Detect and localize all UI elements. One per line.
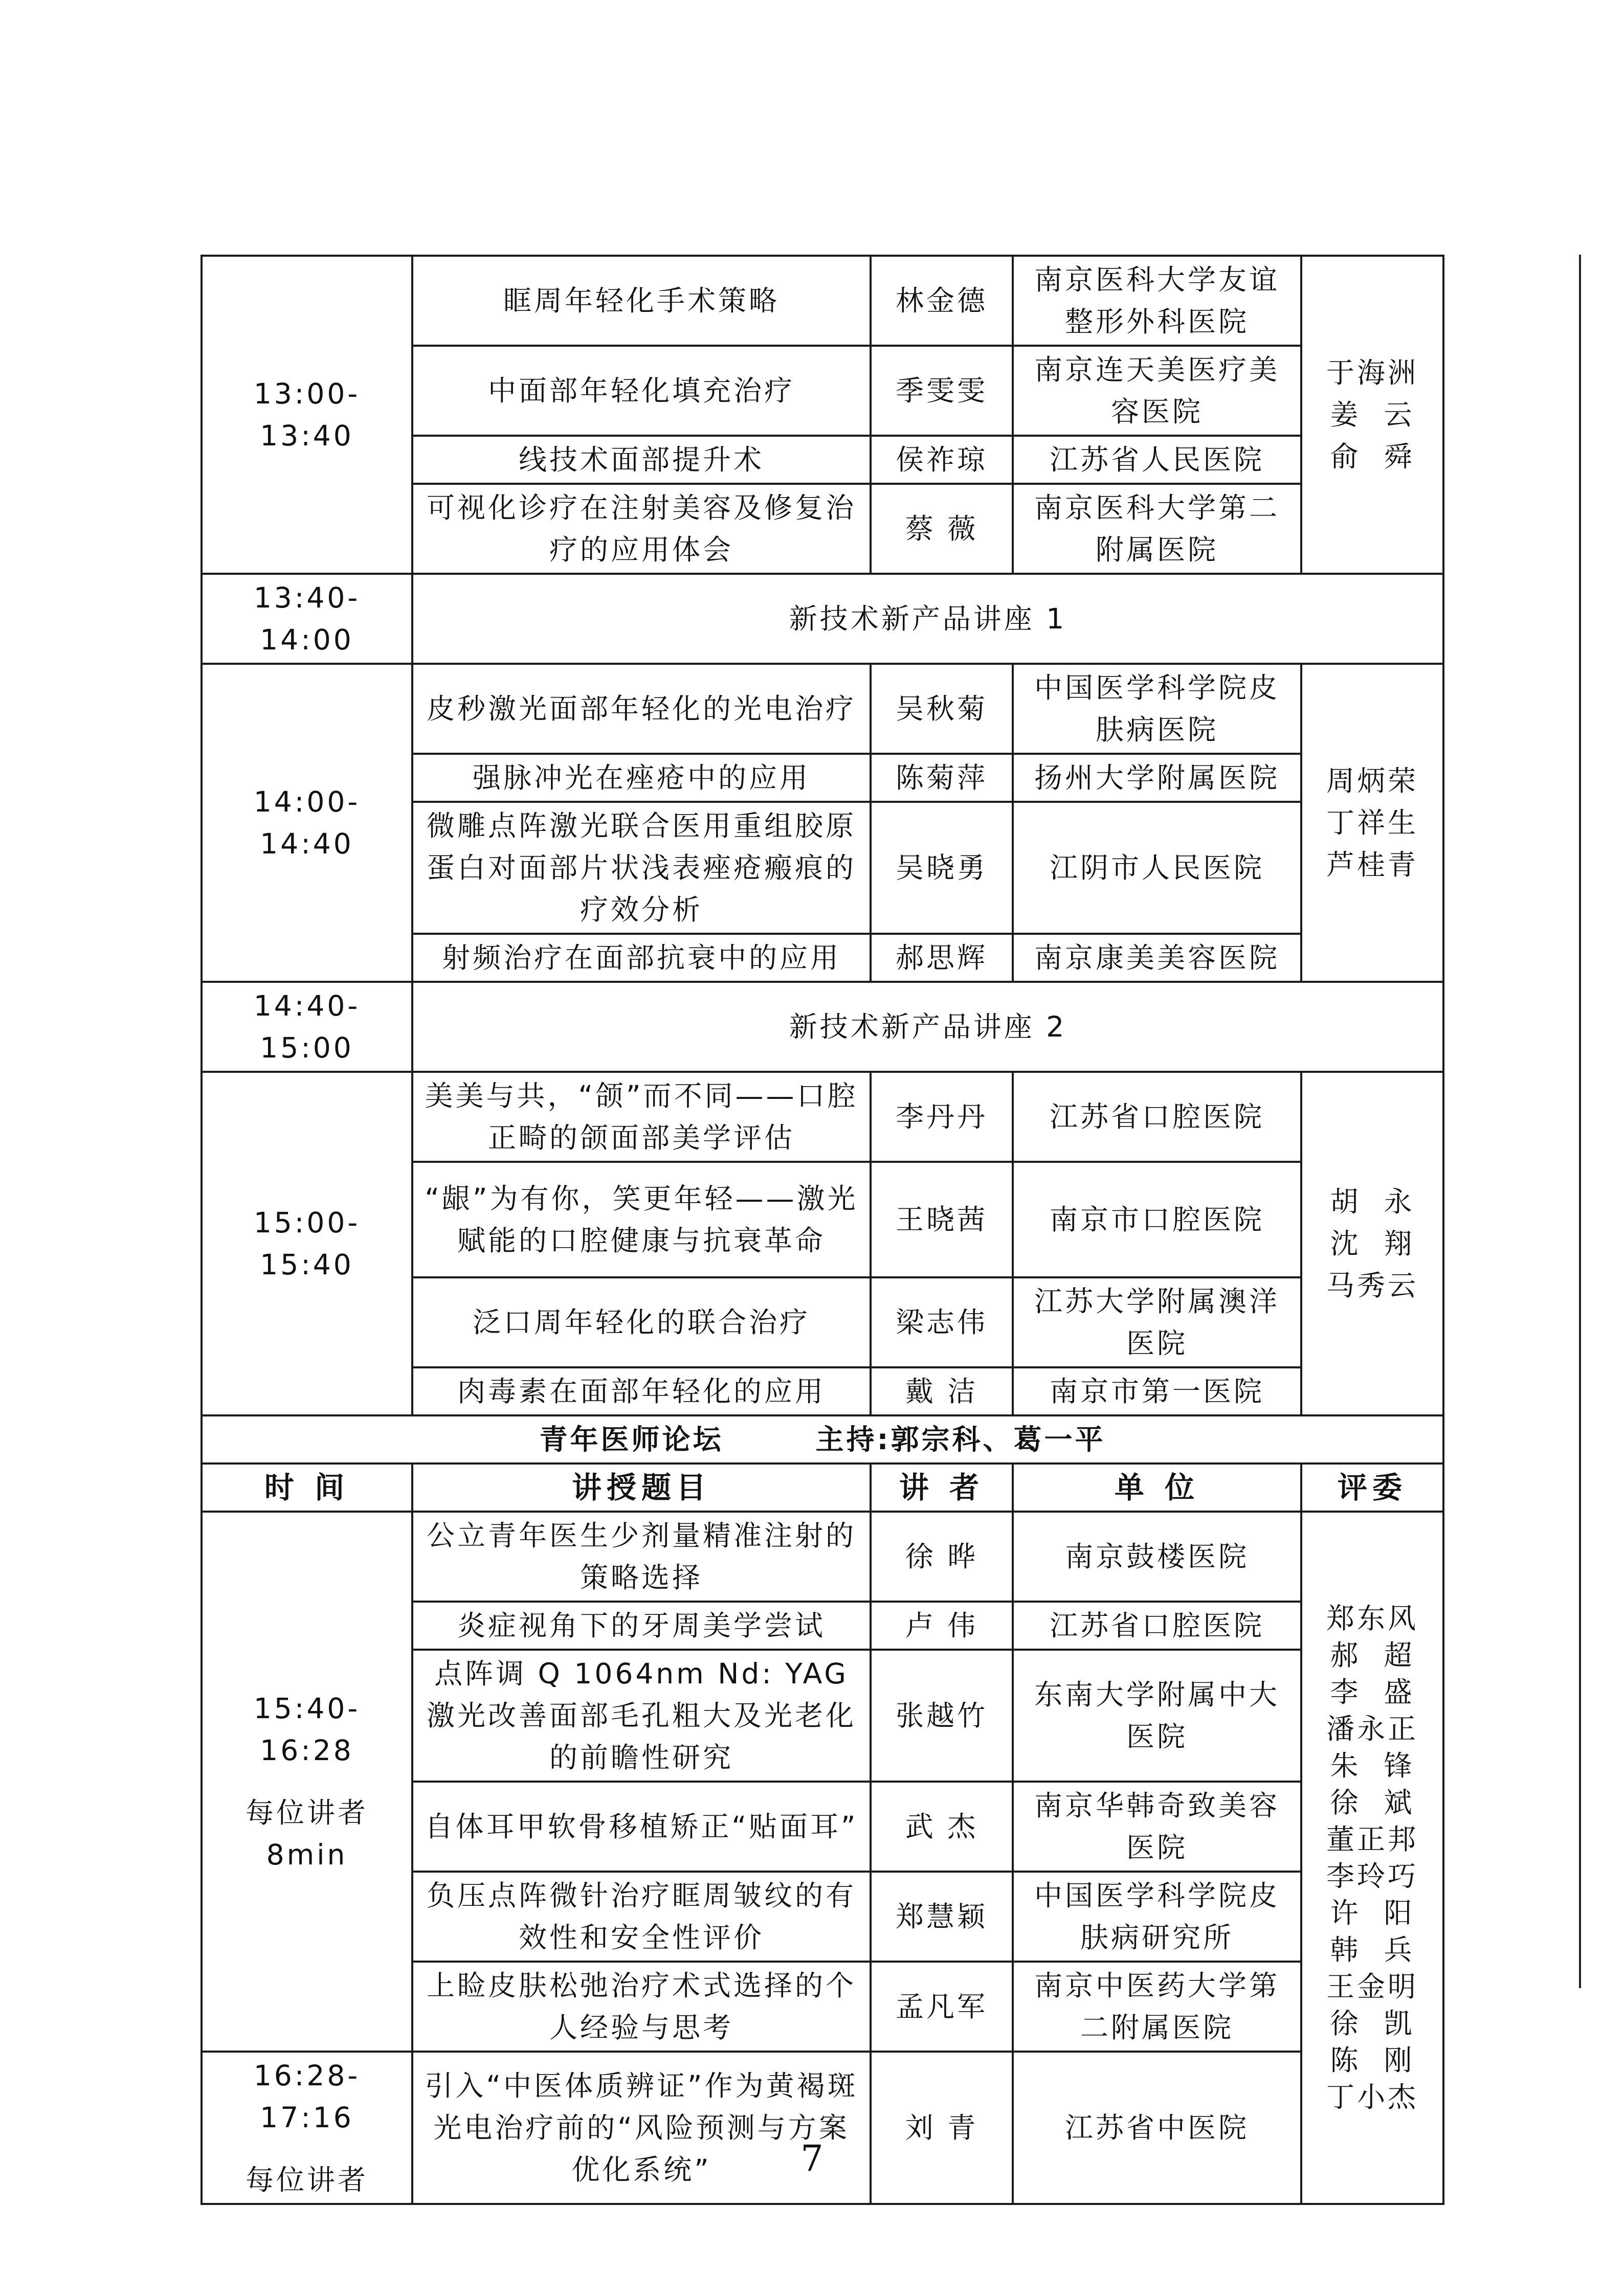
judge-name: 周炳荣	[1326, 764, 1418, 797]
judge-name: 李玲巧	[1326, 1860, 1418, 1893]
talk-unit: 江阴市人民医院	[1013, 802, 1301, 934]
judge-name: 董正邦	[1326, 1823, 1418, 1856]
talk-speaker: 蔡 薇	[871, 484, 1013, 574]
forum-band	[202, 1415, 1443, 1464]
judge-name: 沈 翔	[1330, 1227, 1415, 1260]
talk-topic: 可视化诊疗在注射美容及修复治疗的应用体会	[412, 484, 871, 574]
talk-speaker: 王晓茜	[871, 1162, 1013, 1277]
time-cell: 13:40-14:00	[202, 574, 412, 664]
header-topic: 讲授题目	[412, 1464, 871, 1512]
judge-name: 王金明	[1326, 1970, 1418, 2003]
talk-topic: 上睑皮肤松弛治疗术式选择的个人经验与思考	[412, 1962, 871, 2052]
header-speaker: 讲 者	[871, 1464, 1013, 1512]
judges-cell	[1301, 664, 1443, 982]
table-row	[202, 2052, 1443, 2204]
talk-topic: 自体耳甲软骨移植矫正“贴面耳”	[412, 1782, 871, 1872]
forum-note: 每位讲者	[245, 1796, 368, 1829]
judge-name: 徐 斌	[1330, 1786, 1415, 1819]
forum-host: 主持:郭宗科、葛一平	[815, 1423, 1106, 1456]
judges-cell	[1301, 1512, 1443, 2204]
talk-topic: 公立青年医生少剂量精准注射的策略选择	[412, 1512, 871, 1602]
talk-speaker: 吴秋菊	[871, 664, 1013, 754]
judge-name: 郑东风	[1326, 1602, 1418, 1635]
time-cell: 15:00-15:40	[202, 1072, 412, 1415]
header-unit: 单 位	[1013, 1464, 1301, 1512]
talk-speaker: 侯祚琼	[871, 436, 1013, 484]
talk-speaker: 郑慧颖	[871, 1872, 1013, 1962]
talk-unit: 东南大学附属中大医院	[1013, 1650, 1301, 1782]
session-title: 新技术新产品讲座 1	[412, 574, 1443, 664]
page-number: 7	[800, 2137, 824, 2179]
talk-unit: 南京康美美容医院	[1013, 934, 1301, 982]
talk-unit: 江苏大学附属澳洋医院	[1013, 1277, 1301, 1367]
talk-topic: 负压点阵微针治疗眶周皱纹的有效性和安全性评价	[412, 1872, 871, 1962]
judge-name: 韩 兵	[1330, 1933, 1415, 1966]
talk-topic: 中面部年轻化填充治疗	[412, 346, 871, 436]
time-cell: 13:00-13:40	[202, 256, 412, 574]
talk-speaker: 武 杰	[871, 1782, 1013, 1872]
judge-name: 许 阳	[1330, 1897, 1415, 1929]
talk-unit: 江苏省口腔医院	[1013, 1602, 1301, 1650]
judge-name: 马秀云	[1326, 1269, 1418, 1302]
judge-name: 俞 舜	[1330, 440, 1415, 473]
judge-name: 潘永正	[1326, 1713, 1418, 1745]
judges-cell	[1301, 1072, 1443, 1415]
talk-unit: 南京市第一医院	[1013, 1367, 1301, 1415]
judge-name: 于海洲	[1326, 356, 1418, 389]
judge-name: 陈 刚	[1330, 2044, 1415, 2077]
time-cell: 14:00-14:40	[202, 664, 412, 982]
judge-name: 芦桂青	[1326, 848, 1418, 881]
judge-name: 徐 凯	[1330, 2007, 1415, 2040]
forum-note-duration: 8min	[266, 1838, 348, 1871]
table-row	[202, 256, 1443, 346]
page-edge-rule	[1579, 255, 1581, 1988]
talk-speaker: 吴晓勇	[871, 802, 1013, 934]
time-cell: 14:40-15:00	[202, 982, 412, 1072]
judge-name: 姜 云	[1330, 398, 1415, 431]
talk-unit: 南京医科大学友谊整形外科医院	[1013, 256, 1301, 346]
talk-topic: 线技术面部提升术	[412, 436, 871, 484]
talk-topic: 美美与共，“颌”而不同——口腔正畸的颌面部美学评估	[412, 1072, 871, 1162]
talk-topic: 射频治疗在面部抗衰中的应用	[412, 934, 871, 982]
table-row	[202, 1072, 1443, 1162]
talk-topic: “龈”为有你，笑更年轻——激光赋能的口腔健康与抗衰革命	[412, 1162, 871, 1277]
talk-speaker: 陈菊萍	[871, 754, 1013, 802]
talk-speaker: 戴 洁	[871, 1367, 1013, 1415]
talk-unit: 江苏省人民医院	[1013, 436, 1301, 484]
judge-name: 李 盛	[1330, 1676, 1415, 1708]
table-row	[202, 664, 1443, 754]
talk-topic: 强脉冲光在痤疮中的应用	[412, 754, 871, 802]
table-row	[202, 1512, 1443, 1602]
talk-unit: 南京医科大学第二附属医院	[1013, 484, 1301, 574]
forum-title-cell	[202, 1415, 1443, 1464]
talk-unit: 扬州大学附属医院	[1013, 754, 1301, 802]
forum-time: 16:28-17:16	[253, 2059, 361, 2134]
talk-unit: 南京鼓楼医院	[1013, 1512, 1301, 1602]
session-title: 新技术新产品讲座 2	[412, 982, 1443, 1072]
session-row	[202, 574, 1443, 664]
talk-topic: 肉毒素在面部年轻化的应用	[412, 1367, 871, 1415]
judge-name: 丁祥生	[1326, 806, 1418, 839]
schedule-table	[201, 255, 1444, 2205]
column-header-row	[202, 1464, 1443, 1512]
forum-time: 15:40-16:28	[253, 1692, 361, 1767]
talk-speaker: 孟凡军	[871, 1962, 1013, 2052]
header-judges: 评委	[1301, 1464, 1443, 1512]
talk-topic: 泛口周年轻化的联合治疗	[412, 1277, 871, 1367]
talk-speaker: 季雯雯	[871, 346, 1013, 436]
talk-topic: 点阵调 Q 1064nm Nd: YAG 激光改善面部毛孔粗大及光老化的前瞻性研究	[412, 1650, 871, 1782]
talk-unit: 南京华韩奇致美容医院	[1013, 1782, 1301, 1872]
talk-speaker: 卢 伟	[871, 1602, 1013, 1650]
header-time: 时 间	[202, 1464, 412, 1512]
judge-name: 郝 超	[1330, 1639, 1415, 1672]
session-row	[202, 982, 1443, 1072]
talk-topic: 微雕点阵激光联合医用重组胶原蛋白对面部片状浅表痤疮瘢痕的疗效分析	[412, 802, 871, 934]
forum-note: 每位讲者	[245, 2164, 368, 2196]
talk-unit: 南京市口腔医院	[1013, 1162, 1301, 1277]
talk-topic: 炎症视角下的牙周美学尝试	[412, 1602, 871, 1650]
talk-speaker: 刘 青	[871, 2052, 1013, 2204]
talk-unit: 中国医学科学院皮肤病研究所	[1013, 1872, 1301, 1962]
talk-unit: 江苏省口腔医院	[1013, 1072, 1301, 1162]
judge-name: 丁小杰	[1326, 2081, 1418, 2113]
time-cell	[202, 2052, 412, 2204]
talk-speaker: 梁志伟	[871, 1277, 1013, 1367]
talk-unit: 南京连天美医疗美容医院	[1013, 346, 1301, 436]
judges-cell	[1301, 256, 1443, 574]
talk-speaker: 徐 晔	[871, 1512, 1013, 1602]
talk-speaker: 郝思辉	[871, 934, 1013, 982]
forum-title: 青年医师论坛	[539, 1423, 724, 1456]
talk-unit: 中国医学科学院皮肤病医院	[1013, 664, 1301, 754]
talk-speaker: 林金德	[871, 256, 1013, 346]
talk-topic: 皮秒激光面部年轻化的光电治疗	[412, 664, 871, 754]
talk-speaker: 张越竹	[871, 1650, 1013, 1782]
talk-topic: 引入“中医体质辨证”作为黄褐斑光电治疗前的“风险预测与方案优化系统”	[412, 2052, 871, 2204]
judge-name: 胡 永	[1330, 1185, 1415, 1218]
talk-unit: 江苏省中医院	[1013, 2052, 1301, 2204]
talk-speaker: 李丹丹	[871, 1072, 1013, 1162]
talk-topic: 眶周年轻化手术策略	[412, 256, 871, 346]
talk-unit: 南京中医药大学第二附属医院	[1013, 1962, 1301, 2052]
judge-name: 朱 锋	[1330, 1749, 1415, 1782]
time-cell	[202, 1512, 412, 2052]
